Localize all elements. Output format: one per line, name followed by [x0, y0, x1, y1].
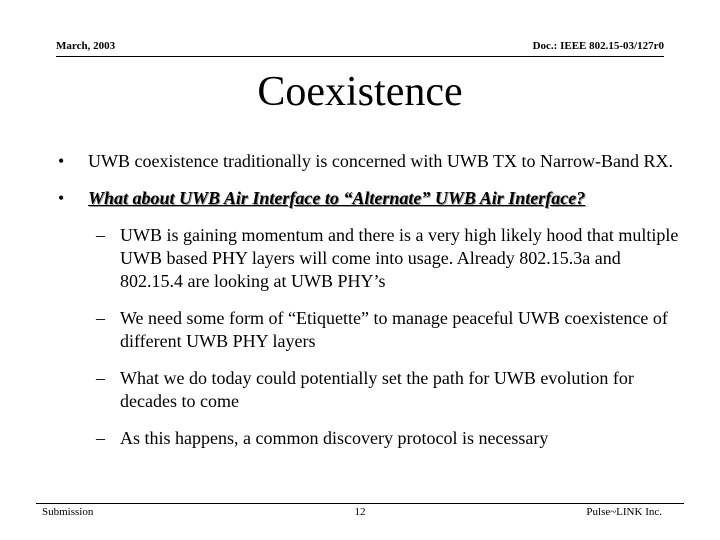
sub-bullet-mark: –: [96, 308, 105, 328]
header-doc-id: Doc.: IEEE 802.15-03/127r0: [532, 40, 664, 52]
bullet-item-emphasized: [56, 187, 686, 210]
header-divider: [56, 56, 664, 57]
sub-bullet-item: [56, 224, 686, 293]
sub-bullet-mark: –: [96, 225, 105, 245]
sub-bullet-item: [56, 427, 686, 450]
sub-bullet-item: [56, 367, 686, 413]
bullet-mark: •: [58, 151, 65, 171]
slide-title: Coexistence: [257, 69, 463, 115]
slide-body: [56, 150, 686, 464]
footer-submission: Submission: [42, 506, 94, 518]
footer-divider: [36, 503, 684, 504]
sub-bullet-text: What we do today could potentially set the path for UWB evolution for decades to come: [120, 368, 634, 411]
sub-bullet-mark: –: [96, 368, 105, 388]
sub-bullet-mark: –: [96, 428, 105, 448]
sub-bullet-text: As this happens, a common discovery protocol is necessary: [120, 428, 549, 448]
sub-bullet-text: We need some form of “Etiquette” to manage peaceful UWB coexistence of different UWB PHY layers: [120, 308, 668, 351]
bullet-item: [56, 150, 686, 173]
sub-bullet-item: [56, 307, 686, 353]
bullet-text: UWB coexistence traditionally is concerned with UWB TX to Narrow-Band RX.: [88, 151, 674, 171]
page-number: 12: [354, 506, 366, 518]
sub-bullet-text: UWB is gaining momentum and there is a very high likely hood that multiple UWB based PHY layers will come into usage. Already 802.15.3a and 802.15.4 are looking at UWB PHY’s: [120, 225, 679, 291]
header-date: March, 2003: [56, 40, 116, 52]
bullet-mark: •: [58, 188, 65, 208]
bullet-text: What about UWB Air Interface to “Alternate” UWB Air Interface?: [88, 188, 586, 208]
footer-company: Pulse~LINK Inc.: [586, 506, 662, 518]
